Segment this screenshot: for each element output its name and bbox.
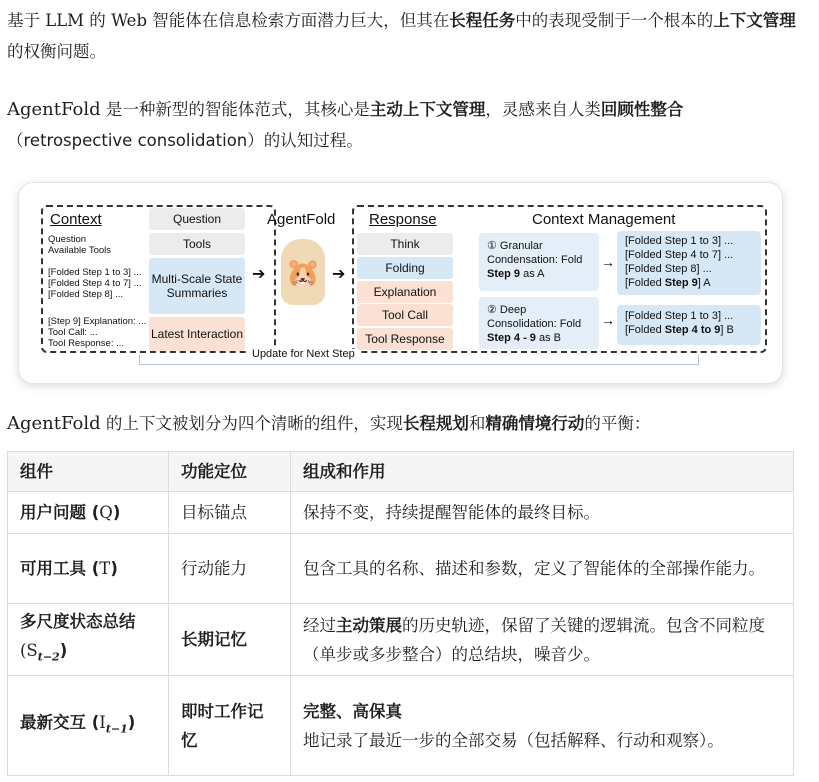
role-cell: 即时工作记忆 bbox=[169, 676, 291, 776]
agentfold-diagram bbox=[19, 183, 782, 383]
components-intro: AgentFold 的上下文被划分为四个清晰的组件，实现长程规划和精确情境行动的平衡： bbox=[7, 413, 651, 434]
components-table bbox=[7, 451, 794, 776]
granular-condensation: ① Granular Condensation: Fold Step 9 as A bbox=[479, 233, 599, 291]
folded-output-b: [Folded Step 1 to 3] ... [Folded Step 4 to 9] B bbox=[617, 305, 761, 345]
response-think: Think bbox=[357, 233, 453, 255]
intro-paragraph-1: 基于 LLM 的 Web 智能体在信息检索方面潜力巨大，但其在长程任务中的表现受制于一个根本的上下文管理的权衡问题。 bbox=[7, 11, 796, 61]
description-cell: 经过主动策展的历史轨迹，保留了关键的逻辑流。包含不同粒度（单步或多步整合）的总结块，噪音少。 bbox=[291, 604, 794, 676]
context-latest-lines: [Step 9] Explanation: ... Tool Call: ... Tool Response: ... bbox=[48, 316, 147, 349]
mascot-icon: 🐹 bbox=[281, 239, 325, 305]
description-cell: 包含工具的名称、描述和参数，定义了智能体的全部操作能力。 bbox=[291, 534, 794, 604]
table-row bbox=[8, 534, 794, 604]
role-cell: 长期记忆 bbox=[169, 604, 291, 676]
agent-name: AgentFold bbox=[267, 211, 336, 228]
table-row bbox=[8, 604, 794, 676]
deep-consolidation: ② Deep Consolidation: Fold Step 4 - 9 as B bbox=[479, 297, 599, 349]
arrow-right-icon: ➔ bbox=[252, 266, 266, 283]
component-cell: 最新交互 $(I_{t-1})$ bbox=[8, 676, 169, 776]
response-tool-call: Tool Call bbox=[357, 304, 453, 326]
summaries-block: Multi-Scale State Summaries bbox=[149, 258, 245, 314]
header-component: 组件 bbox=[8, 452, 169, 492]
component-cell: 多尺度状态总结 $(S_{t-2})$ bbox=[8, 604, 169, 676]
folded-output-a: [Folded Step 1 to 3] ... [Folded Step 4 to 7] ... [Folded Step 8] ... [Folded Step 9] A bbox=[617, 231, 761, 295]
table-row bbox=[8, 676, 794, 776]
question-block: Question bbox=[149, 208, 245, 230]
response-tool-response: Tool Response bbox=[357, 328, 453, 350]
context-title: Context bbox=[50, 211, 102, 228]
response-title: Response bbox=[369, 211, 437, 228]
arrow-right-icon: → bbox=[601, 254, 615, 270]
description-cell: 保持不变，持续提醒智能体的最终目标。 bbox=[291, 492, 794, 534]
component-cell: 用户问题 (Q) bbox=[8, 492, 169, 534]
context-management-title: Context Management bbox=[532, 211, 676, 228]
description-cell: 完整、高保真 地记录了最近一步的全部交易（包括解释、行动和观察）。 bbox=[291, 676, 794, 776]
tools-block: Tools bbox=[149, 233, 245, 255]
latest-interaction-block: Latest Interaction bbox=[149, 317, 245, 351]
table-row bbox=[8, 492, 794, 534]
header-description: 组成和作用 bbox=[291, 452, 794, 492]
response-folding: Folding bbox=[357, 257, 453, 279]
update-label: Update for Next Step bbox=[249, 349, 358, 360]
arrow-right-icon: → bbox=[601, 312, 615, 328]
intro-paragraph-2: AgentFold 是一种新型的智能体范式，其核心是主动上下文管理，灵感来自人类回顾性整合（retrospective consolidation）的认知过程。 bbox=[7, 99, 684, 150]
component-cell: 可用工具 (T) bbox=[8, 534, 169, 604]
response-explanation: Explanation bbox=[357, 281, 453, 303]
context-folded-lines: [Folded Step 1 to 3] ... [Folded Step 4 to 7] ... [Folded Step 8] ... bbox=[48, 267, 142, 300]
table-header-row bbox=[8, 452, 794, 492]
role-cell: 行动能力 bbox=[169, 534, 291, 604]
update-loop-line bbox=[139, 355, 699, 365]
role-cell: 目标锚点 bbox=[169, 492, 291, 534]
header-role: 功能定位 bbox=[169, 452, 291, 492]
context-top-lines: Question Available Tools bbox=[48, 234, 112, 256]
arrow-right-icon: ➔ bbox=[332, 266, 346, 283]
